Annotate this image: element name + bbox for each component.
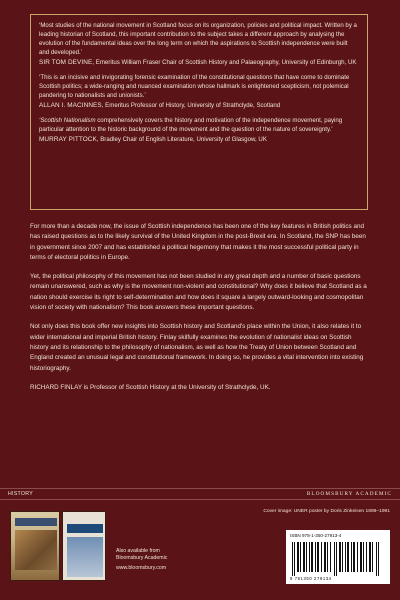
author-title: , Bradley Chair of English Literature, University of Glasgow, UK bbox=[96, 136, 267, 143]
also-available bbox=[116, 548, 167, 572]
barcode-icon bbox=[290, 542, 386, 576]
author-title: , Emeritus Professor of History, University of Strathclyde, Scotland bbox=[101, 102, 281, 109]
barcode-number: 9 781350 279134 bbox=[290, 576, 332, 581]
author-title: , Emeritus William Fraser Chair of Scottish History and Palaeography, University of Edinburgh, UK bbox=[92, 59, 357, 66]
endorsement-author bbox=[39, 58, 359, 67]
author-bio: RICHARD FINLAY is Professor of Scottish History at the University of Strathclyde, UK. bbox=[30, 383, 271, 391]
author-name: SIR TOM DEVINE bbox=[39, 59, 93, 66]
cover-illustration bbox=[67, 537, 103, 577]
endorsement-pittock bbox=[39, 116, 359, 144]
category-label: HISTORY bbox=[8, 491, 33, 497]
also-line-2: Bloomsbury Academic bbox=[116, 555, 168, 561]
endorsement-quote: ‘This is an incisive and invigorating forensic examination of the constitutional questions that have come to dominate Scottish politics; a wide-ranging and nuanced examination whose hallmark is enlightened scepticism, not polemical pandering to nationalists and unionists.’ bbox=[39, 74, 350, 99]
quote-rest: comprehensively covers the history and motivation of the independence movement, paying particular attention to the historic background of the movement and the question of the nature of sovereignty.’ bbox=[39, 117, 343, 133]
endorsement-devine bbox=[39, 21, 359, 67]
endorsements-box bbox=[30, 14, 368, 210]
endorsement-author bbox=[39, 135, 359, 144]
also-line-1: Also available from bbox=[116, 548, 160, 554]
book-title-italic: ‘Scottish Nationalism bbox=[39, 117, 96, 124]
publisher-name: BLOOMSBURY ACADEMIC bbox=[306, 491, 392, 497]
endorsement-author bbox=[39, 101, 359, 110]
cover-credit: Cover image: UNER poster by Doris Zinkeisen 1898–1991 bbox=[263, 509, 390, 514]
isbn-label: ISBN 978-1-350-27913-4 bbox=[290, 533, 342, 538]
blurb-paragraph-1: For more than a decade now, the issue of Scottish independence has been one of the key features in British politics and has raised questions as to the likely survival of the United Kingdom in the post-Brexit era. In Scotland, the SNP has been in government since 2007 and has established a political hegemony that makes it the most successful political party in terms of electoral politics in Europe. bbox=[30, 223, 366, 261]
category-bar bbox=[0, 488, 400, 500]
related-book-cover-1 bbox=[10, 511, 60, 581]
cover-title-band bbox=[67, 524, 103, 533]
blurb bbox=[30, 222, 370, 402]
cover-illustration bbox=[15, 530, 57, 570]
endorsement-quote bbox=[39, 116, 359, 134]
website: www.bloomsbury.com bbox=[116, 565, 167, 571]
cover-title-band bbox=[15, 518, 57, 526]
author-name: MURRAY PITTOCK bbox=[39, 136, 97, 143]
endorsement-macinnes bbox=[39, 73, 359, 110]
endorsement-quote: ‘Most studies of the national movement in Scotland focus on its organization, policies and political impact. Written by a leading historian of Scotland, this important contribution to the subject takes a different approach by analysing the evolution of the fundamental ideas over the long term on which the aspirations to Scottish independence were built and developed.’ bbox=[39, 22, 357, 56]
isbn-barcode-block bbox=[286, 530, 390, 584]
author-name: ALLAN I. MACINNES bbox=[39, 102, 102, 109]
related-book-cover-2 bbox=[62, 511, 106, 581]
blurb-paragraph-2: Yet, the political philosophy of this movement has not been studied in any great depth and a number of basic questions remain unanswered, such as why is the movement non-violent and constitutional? Why does it believe that Scotland as a nation should exercise its right to self-determination and how does it square a largely outward-looking and cosmopolitan vision of society with nationalism? This book answers these important questions. bbox=[30, 273, 367, 312]
blurb-paragraph-3: Not only does this book offer new insights into Scottish history and Scotland's place within the Union, it also relates it to wider international and imperial British history. Finlay skilfully examines the evolution of nationalist ideas on Scottish history and its relationship to the philosophy of nationalism, as well as how the Treaty of Union between Scotland and England created an unusual legal and constitutional framework. In doing so, he provides a vital intervention into existing historiography. bbox=[30, 323, 364, 372]
